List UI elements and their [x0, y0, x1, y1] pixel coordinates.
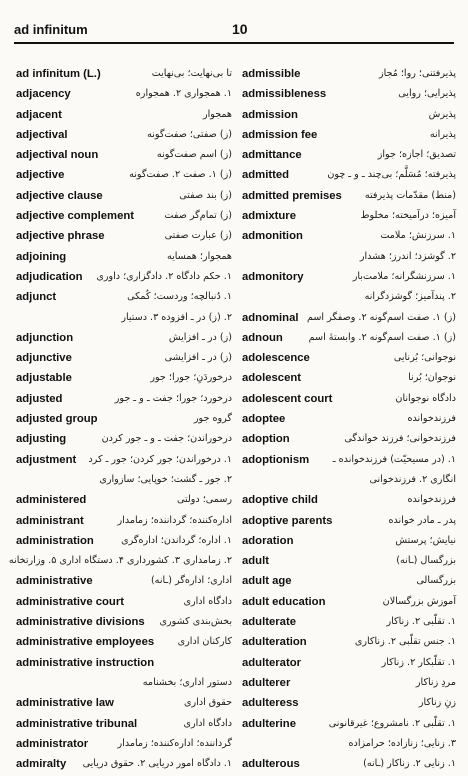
translation: درخوردَنِ؛ جورا؛ جور: [150, 372, 232, 384]
dictionary-entry: [240, 228, 458, 248]
translation: اداره‌کننده؛ گرداننده؛ زمامدار: [117, 514, 232, 526]
translation: دادگاه نوجوانان: [395, 392, 456, 404]
dictionary-entry: [240, 188, 458, 208]
translation: رسمی؛ دولتی: [176, 494, 232, 506]
headword: administrative divisions: [16, 616, 145, 629]
translation: زنِ زناکار: [418, 697, 456, 709]
headword: adjacency: [16, 88, 71, 101]
headword: administration: [16, 534, 94, 547]
dictionary-entry: [240, 655, 458, 675]
translation: (ز) صفتی؛ صفت‌گونه: [147, 128, 232, 140]
dictionary-entry: [240, 533, 458, 553]
translation: ۱. تقلّبکار ۲. زناکار: [381, 656, 456, 668]
translation: ۱. تقلّبی ۲. زناکار: [386, 616, 456, 628]
dictionary-entry: [14, 573, 232, 593]
headword: administrative tribunal: [16, 717, 138, 730]
dictionary-entry: [240, 452, 458, 472]
translation: بزرگسالی: [416, 575, 456, 587]
dictionary-entry: [14, 167, 232, 187]
headword: adulterate: [242, 616, 296, 629]
translation: ۱. تقلّبی ۲. نامشروع؛ غیرقانونی: [328, 717, 456, 729]
headword: adjectival: [16, 128, 68, 141]
dictionary-entry: [240, 594, 458, 614]
headword: adult education: [242, 595, 326, 608]
page-header: [14, 22, 454, 40]
headword: adulterer: [242, 676, 291, 689]
dictionary-entry: [240, 350, 458, 370]
dictionary-entry: [14, 634, 232, 654]
headword: admixture: [242, 210, 296, 223]
translation: گروه جور: [193, 413, 232, 425]
translation: همجوار: [202, 108, 232, 120]
headword: adjusted group: [16, 413, 98, 426]
headword: adulteration: [242, 636, 307, 649]
translation: ۱. (در مسیحیّت) فرزندخوانده ـ: [332, 453, 456, 465]
dictionary-entry: [14, 330, 232, 350]
headword: adulterine: [242, 717, 296, 730]
entry-continuation: [240, 472, 458, 492]
headword: admiralty: [16, 758, 67, 771]
headword: admonition: [242, 230, 303, 243]
dictionary-entry: [14, 411, 232, 431]
dictionary-entry: [14, 452, 232, 472]
entry-continuation: [240, 249, 458, 269]
translation: بزرگسال (ـانه): [396, 555, 456, 567]
dictionary-entry: [14, 188, 232, 208]
translation: (ز) اسم صفت‌گونه: [156, 149, 232, 161]
translation: ۱. سرزنش؛ ملامت: [380, 230, 456, 242]
translation: آمیزه؛ درآمیخته؛ مخلوط: [360, 210, 456, 222]
headword: adjusting: [16, 433, 67, 446]
translation: ۲. (ز) در ـ افزوده ۳. دستیار: [121, 311, 232, 323]
dictionary-entry: [14, 107, 232, 127]
left-column: [8, 66, 232, 776]
headword: adoptive child: [242, 494, 318, 507]
headword: adjustable: [16, 372, 72, 385]
translation: ۳. زنایی؛ زنازاده؛ حرامزاده: [348, 737, 456, 749]
dictionary-entry: [240, 269, 458, 289]
dictionary-entry: [14, 736, 232, 756]
headword: adoptionism: [242, 453, 310, 466]
dictionary-entry: [14, 513, 232, 533]
translation: نوجوان؛ بُرنا: [408, 372, 456, 384]
translation: (ز) در ـ افزایشی: [164, 352, 232, 364]
entry-continuation: [240, 736, 458, 756]
dictionary-entry: [240, 411, 458, 431]
translation: ۲. زمامداری ۳. کشورداری ۴. دستگاه اداری ۵. وزارتخانه: [8, 555, 232, 567]
headword: adulterous: [242, 758, 300, 771]
headword: adulterator: [242, 656, 302, 669]
entry-continuation: [14, 675, 232, 695]
headword: admissible: [242, 68, 301, 80]
dictionary-entry: [240, 330, 458, 350]
dictionary-entry: [14, 370, 232, 390]
dictionary-entry: [14, 716, 232, 736]
dictionary-entry: [14, 66, 232, 86]
dictionary-entry: [14, 147, 232, 167]
headword: adoption: [242, 433, 290, 446]
translation: (ز) بند صفتی: [179, 189, 232, 201]
translation: فرزندخوانده: [407, 494, 456, 506]
dictionary-entry: [240, 756, 458, 776]
translation: ۱. حکم دادگاه ۲. دادگزاری؛ داوری: [96, 270, 232, 282]
headword: administrant: [16, 514, 84, 527]
translation: ۱. دُنبالچه؛ وردست؛ کُمکی: [127, 291, 232, 303]
headword: adjudication: [16, 270, 83, 283]
translation: (ز) تمام‌گر صفت: [164, 210, 232, 222]
headword: admission: [242, 108, 298, 121]
translation: گرداننده؛ اداره‌کننده؛ زمامدار: [117, 737, 232, 749]
dictionary-entry: [14, 695, 232, 715]
translation: اداری؛ اداره‌گر (ـانه): [150, 575, 232, 587]
translation: دادگاه اداری: [183, 595, 232, 607]
dictionary-entry: [240, 310, 458, 330]
translation: پذیرفتنی؛ روا؛ مُجاز: [378, 68, 456, 79]
headword: adulteress: [242, 697, 299, 710]
translation: (ز) ۱. صفت اسم‌گونه ۲. وصفگر اسم: [307, 311, 456, 323]
header-rule: [14, 42, 454, 44]
dictionary-entry: [14, 289, 232, 309]
headword: adult: [242, 555, 269, 568]
dictionary-entry: [240, 695, 458, 715]
translation: بخش‌بندی کشوری: [159, 616, 232, 628]
translation: فرزندخوانی؛ فرزند خواندگی: [344, 433, 456, 445]
headword: admonitory: [242, 270, 304, 283]
translation: پذیرانه: [429, 128, 456, 140]
translation: فرزندخوانده: [407, 413, 456, 425]
headword: adnominal: [242, 311, 299, 324]
dictionary-entry: [240, 675, 458, 695]
dictionary-entry: [14, 228, 232, 248]
entry-continuation: [8, 553, 232, 573]
translation: مردِ زناکار: [415, 676, 456, 688]
headword: admission fee: [242, 128, 318, 141]
dictionary-entry: [14, 391, 232, 411]
headword: admitted: [242, 169, 290, 182]
translation: (منط) مقدّمات پذیرفته: [364, 189, 456, 201]
headword: adnoun: [242, 331, 283, 344]
headword: administrator: [16, 737, 89, 750]
headword: adoptee: [242, 413, 286, 426]
headword: adolescence: [242, 352, 310, 365]
headword: adjunction: [16, 331, 74, 344]
translation: نوجوانی؛ بُرنایی: [393, 352, 456, 364]
translation: (ز) ۱. صفت اسم‌گونه ۲. وابستهٔ اسم: [308, 331, 456, 343]
headword: adoration: [242, 534, 294, 547]
translation: ۱. همجواری ۲. همجواره: [135, 88, 232, 100]
translation: ۱. اداره؛ گرداندن؛ اداره‌گری: [121, 534, 232, 546]
dictionary-entry: [240, 66, 458, 86]
dictionary-entry: [14, 249, 232, 269]
dictionary-entry: [240, 513, 458, 533]
page-number: 10: [232, 21, 248, 37]
dictionary-entry: [240, 614, 458, 634]
translation: پذیرفته؛ مُسَلَّم؛ بی‌چند ـ و ـ چون: [327, 169, 456, 181]
dictionary-entry: [240, 573, 458, 593]
dictionary-entry: [240, 391, 458, 411]
headword: adjustment: [16, 453, 77, 466]
headword: adjusted: [16, 392, 63, 405]
dictionary-entry: [240, 634, 458, 654]
translation: همجوار؛ همسایه: [166, 250, 232, 262]
headword: adjective phrase: [16, 230, 105, 243]
translation: ۲. گوشزد؛ اندرز؛ هشدار: [359, 250, 456, 262]
translation: ۱. جنس تقلّبی ۲. زناکاری: [354, 636, 456, 648]
headword: adjective: [16, 169, 65, 182]
dictionary-entry: [14, 492, 232, 512]
headword: admittance: [242, 149, 302, 162]
entry-continuation: [240, 289, 458, 309]
dictionary-entry: [14, 655, 232, 675]
translation: تصدیق؛ اجازه؛ جواز: [377, 149, 456, 161]
entry-continuation: [14, 472, 232, 492]
dictionary-entry: [240, 553, 458, 573]
dictionary-entry: [240, 147, 458, 167]
headword: administered: [16, 494, 87, 507]
headword: adolescent: [242, 372, 302, 385]
headword: adjective clause: [16, 189, 103, 202]
headword: admitted premises: [242, 189, 342, 202]
translation: انگاری ۲. فرزندخوانی: [369, 473, 456, 485]
translation: ۱. دادگاه امور دریایی ۲. حقوق دریایی: [82, 758, 232, 770]
dictionary-entry: [14, 431, 232, 451]
translation: ۲. پندآمیز؛ گوشزدگرانه: [364, 291, 456, 303]
dictionary-entry: [240, 370, 458, 390]
entry-continuation: [14, 310, 232, 330]
translation: تا بی‌نهایت؛ بی‌نهایت: [151, 68, 232, 79]
running-head: ad infinitum: [14, 22, 88, 37]
headword: administrative employees: [16, 636, 155, 649]
headword: adjective complement: [16, 210, 135, 223]
headword: adoptive parents: [242, 514, 333, 527]
translation: ۱. درخوراندن؛ جور کردن؛ جور ـ کرد: [88, 453, 232, 465]
headword: adjunctive: [16, 352, 72, 365]
headword: administrative instruction: [16, 656, 155, 669]
headword: adult age: [242, 575, 292, 588]
headword: admissibleness: [242, 88, 327, 101]
headword: adolescent court: [242, 392, 333, 405]
headword: administrative court: [16, 595, 124, 608]
dictionary-entry: [14, 756, 232, 776]
translation: (ز) در ـ افزایش: [168, 331, 232, 343]
headword: adjacent: [16, 108, 62, 121]
dictionary-entry: [14, 208, 232, 228]
right-column: [240, 66, 458, 776]
headword: adjoining: [16, 250, 67, 263]
translation: درخورد؛ جورا؛ جفت ـ و ـ جور: [114, 392, 232, 404]
translation: پذیرایی؛ روایی: [398, 88, 456, 100]
translation: ۱. سرزنشگرانه؛ ملامت‌بار: [352, 270, 456, 282]
translation: کارکنان اداری: [177, 636, 232, 648]
dictionary-entry: [240, 86, 458, 106]
translation: درخوراندن؛ جفت ـ و ـ جور کردن: [101, 433, 232, 445]
dictionary-entry: [14, 594, 232, 614]
dictionary-entry: [14, 533, 232, 553]
translation: دادگاه اداری: [183, 717, 232, 729]
headword: adjunct: [16, 291, 57, 304]
dictionary-entry: [14, 614, 232, 634]
dictionary-entry: [240, 107, 458, 127]
translation: آموزش بزرگسالان: [382, 595, 456, 607]
dictionary-entry: [14, 269, 232, 289]
translation: نیایش؛ پرستش: [395, 534, 456, 546]
dictionary-entry: [240, 167, 458, 187]
translation: (ز) ۱. صفت ۲. صفت‌گونه: [129, 169, 232, 181]
dictionary-entry: [14, 86, 232, 106]
headword: administrative law: [16, 697, 114, 710]
headword: ad infinitum (L.): [16, 68, 101, 80]
translation: پذیرش: [428, 108, 456, 120]
translation: پدر ـ مادر خوانده: [388, 514, 456, 526]
dictionary-entry: [240, 716, 458, 736]
dictionary-entry: [14, 127, 232, 147]
translation: ۲. جور ـ گشت؛ خوپایی؛ سازواری: [99, 473, 232, 485]
headword: adjectival noun: [16, 149, 99, 162]
headword: administrative: [16, 575, 93, 588]
dictionary-entry: [240, 208, 458, 228]
dictionary-entry: [240, 431, 458, 451]
translation: دستور اداری؛ بخشنامه: [142, 676, 232, 688]
translation: ۱. زنایی ۲. زناکار (ـانه): [363, 758, 456, 770]
translation: حقوق اداری: [184, 697, 232, 709]
dictionary-entry: [240, 127, 458, 147]
dictionary-entry: [240, 492, 458, 512]
translation: (ز) عبارت صفتی: [164, 230, 232, 242]
dictionary-entry: [14, 350, 232, 370]
